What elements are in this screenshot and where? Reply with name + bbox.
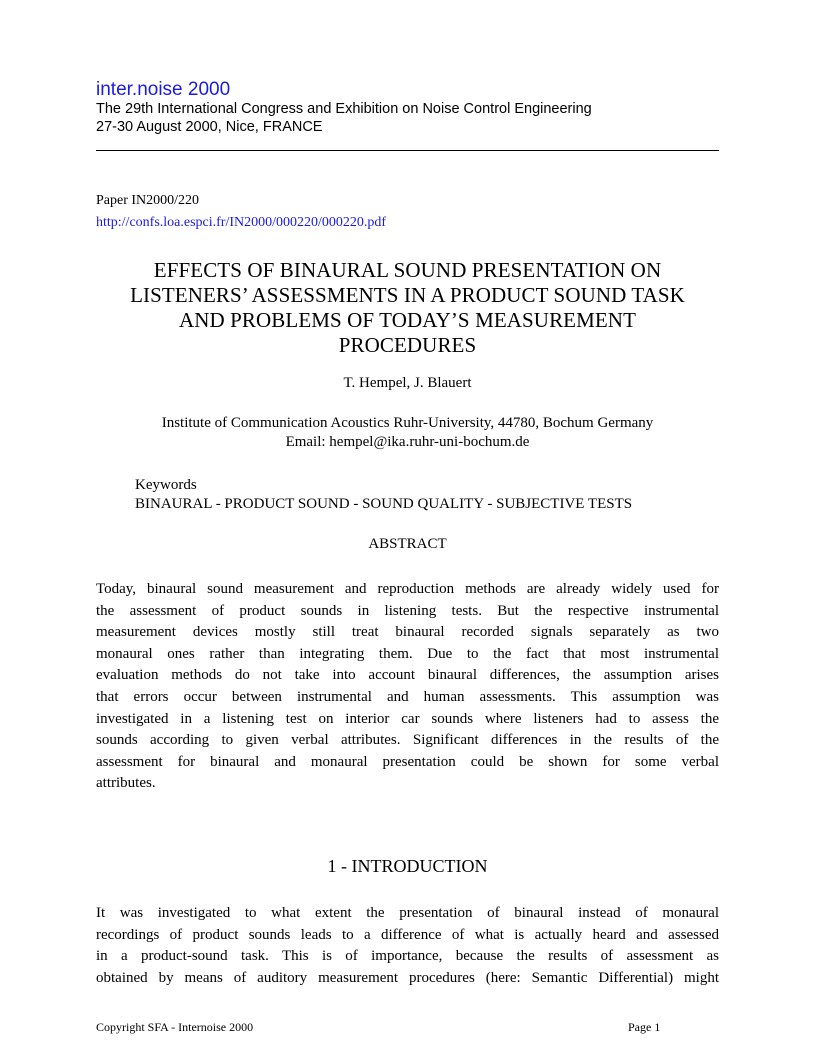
abstract-line: monaural ones rather than integrating them. Due to the fact that most instrumental xyxy=(96,645,719,662)
footer-page-number: Page 1 xyxy=(628,1020,661,1034)
abstract-line: Today, binaural sound measurement and reproduction methods are already widely used for xyxy=(96,581,719,597)
conference-dates-location: 27-30 August 2000, Nice, FRANCE xyxy=(96,119,323,135)
abstract-line: the assessment of product sounds in listening tests. But the respective instrumental xyxy=(96,602,719,619)
footer-copyright: Copyright SFA - Internoise 2000 xyxy=(96,1020,254,1034)
paper-title xyxy=(96,258,719,358)
introduction-body xyxy=(96,903,719,989)
paper-url-link[interactable]: http://confs.loa.espci.fr/IN2000/000220/000220.pdf xyxy=(96,215,387,230)
congress-title: The 29th International Congress and Exhibition on Noise Control Engineering xyxy=(96,101,592,117)
affiliation: Institute of Communication Acoustics Ruhr-University, 44780, Bochum Germany xyxy=(161,415,654,431)
affiliation-block xyxy=(96,414,719,452)
keywords-text: BINAURAL - PRODUCT SOUND - SOUND QUALITY - SUBJECTIVE TESTS xyxy=(135,496,633,512)
email: Email: hempel@ika.ruhr-uni-bochum.de xyxy=(285,434,530,450)
title-line: LISTENERS’ ASSESSMENTS IN A PRODUCT SOUND TASK xyxy=(130,283,685,307)
introduction-line: It was investigated to what extent the presentation of binaural instead of monaural xyxy=(96,905,719,921)
introduction-line: in a product-sound task. This is of importance, because the results of assessment as xyxy=(96,948,719,965)
abstract-line: sounds according to given verbal attributes. Significant differences in the results of the xyxy=(96,732,719,749)
paper-id: Paper IN2000/220 xyxy=(96,193,200,208)
header-divider xyxy=(96,150,719,151)
title-line: EFFECTS OF BINAURAL SOUND PRESENTATION ON xyxy=(153,258,662,282)
introduction-heading: 1 - INTRODUCTION xyxy=(327,856,488,876)
abstract-line: that errors occur between instrumental and human assessments. This assumption was xyxy=(96,688,719,705)
introduction-line: obtained by means of auditory measurement procedures (here: Semantic Differential) might xyxy=(96,969,719,986)
title-line: AND PROBLEMS OF TODAY’S MEASUREMENT xyxy=(178,308,637,332)
abstract-line: attributes. xyxy=(96,775,156,792)
abstract-line: measurement devices mostly still treat binaural recorded signals separately as two xyxy=(96,624,719,641)
abstract-line: assessment for binaural and monaural presentation could be shown for some verbal xyxy=(96,753,719,770)
abstract-line: investigated in a listening test on interior car sounds where listeners had to assess the xyxy=(96,710,719,727)
introduction-line: recordings of product sounds leads to a difference of what is actually heard and assessed xyxy=(96,926,719,943)
title-line: PROCEDURES xyxy=(338,333,477,357)
keywords-label: Keywords xyxy=(135,477,197,493)
abstract-heading: ABSTRACT xyxy=(368,536,447,552)
abstract-body xyxy=(96,579,719,795)
authors: T. Hempel, J. Blauert xyxy=(343,375,472,391)
conference-name: inter.noise 2000 xyxy=(96,79,231,100)
abstract-line: evaluation methods do not take into account binaural differences, the assumption arises xyxy=(96,667,719,684)
